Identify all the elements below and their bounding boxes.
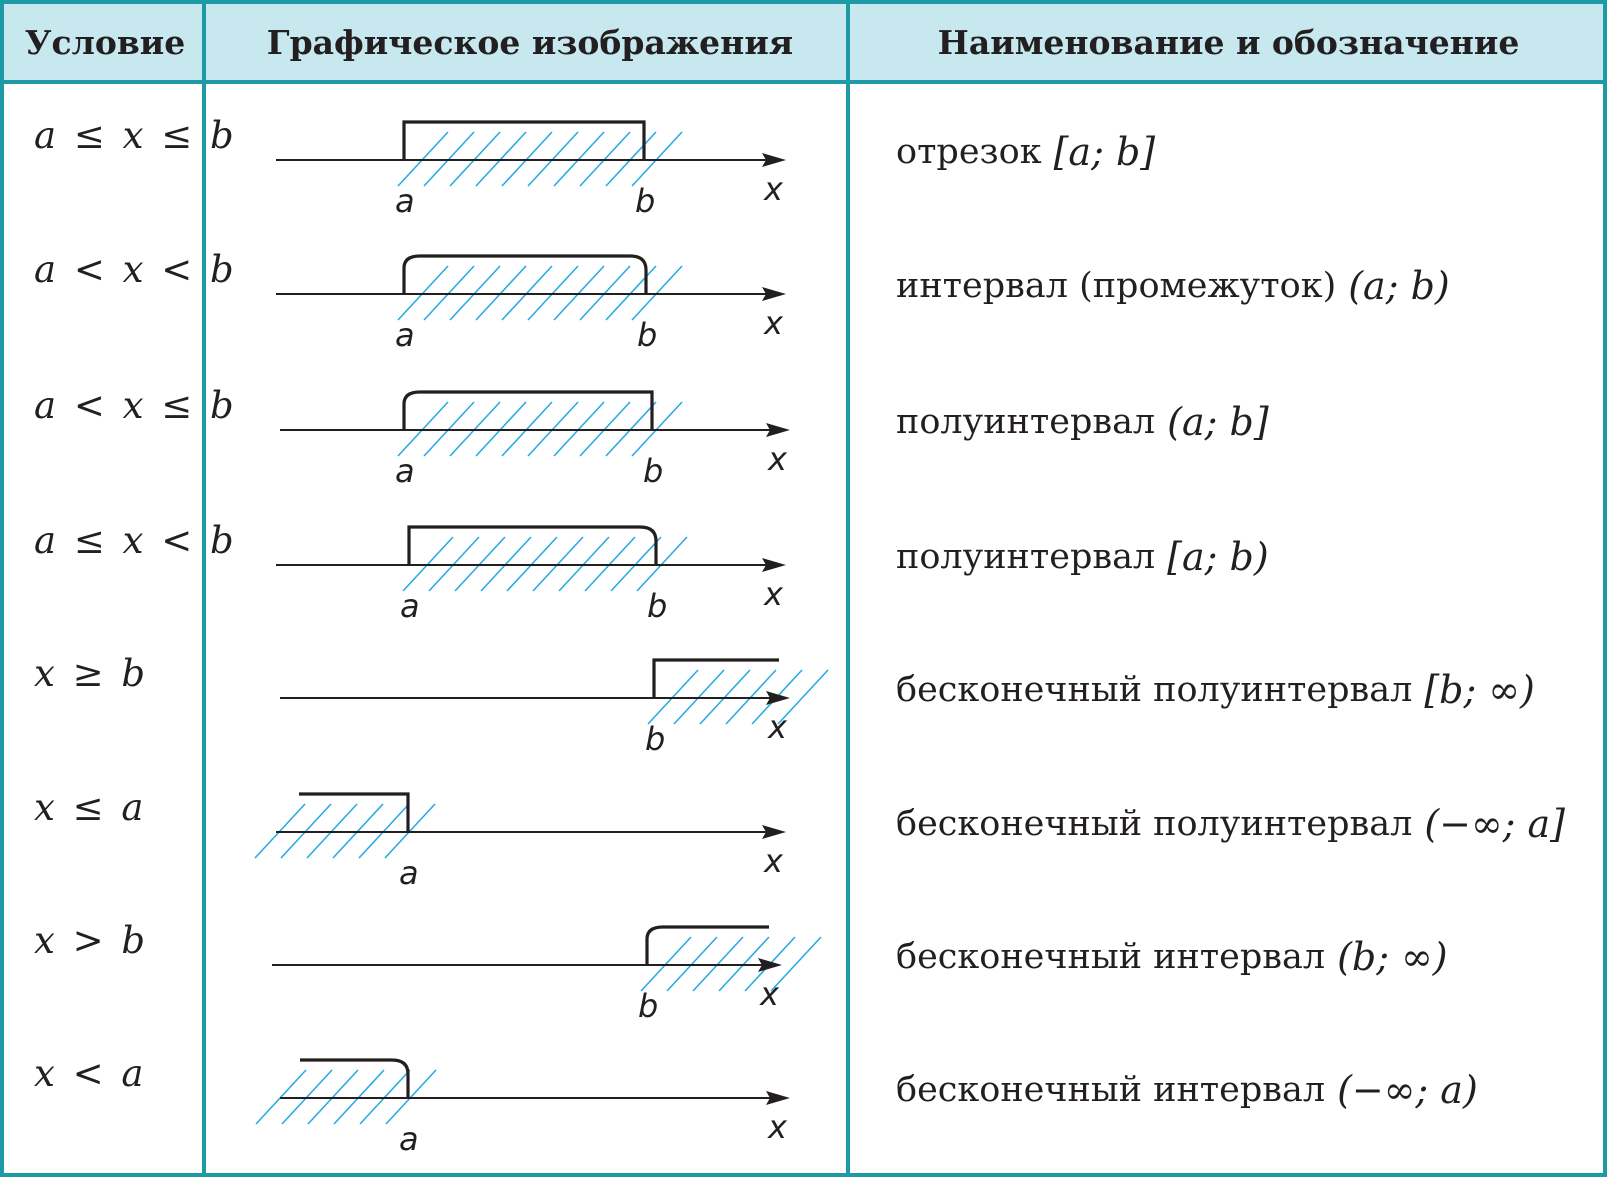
axis-label: x <box>768 1108 787 1146</box>
interval-bracket <box>300 1060 408 1098</box>
interval-name: полуинтервал <box>896 401 1156 442</box>
interval-graphic <box>234 84 874 219</box>
condition-cell: x ≥ b <box>34 652 149 695</box>
interval-graphic <box>234 889 874 1024</box>
number-line-svg <box>234 622 874 757</box>
interval-graphic <box>234 622 874 757</box>
axis-label: x <box>768 708 787 746</box>
interval-bracket <box>299 794 408 832</box>
number-line-svg <box>234 218 874 353</box>
interval-graphic <box>234 489 874 624</box>
table-row <box>4 889 1603 1024</box>
number-line-svg <box>234 354 874 489</box>
table-row <box>4 489 1603 624</box>
interval-name: бесконечный интервал <box>896 1069 1326 1110</box>
axis-label: x <box>764 575 783 613</box>
name-cell <box>896 622 1535 757</box>
interval-notation: [a; b] <box>1053 129 1156 174</box>
endpoint-label: b <box>638 987 659 1024</box>
table-row <box>4 84 1603 219</box>
axis-label: x <box>760 975 779 1013</box>
table-row <box>4 1022 1603 1157</box>
interval-notation: [b; ∞) <box>1424 667 1535 712</box>
endpoint-label: b <box>637 316 658 353</box>
interval-graphic <box>234 218 874 353</box>
endpoint-label: a <box>399 1120 419 1157</box>
name-cell <box>896 1022 1478 1157</box>
endpoint-label: a <box>395 182 415 219</box>
header-name: Наименование и обозначение <box>937 22 1520 62</box>
name-cell <box>896 354 1269 489</box>
interval-bracket <box>404 392 652 430</box>
endpoint-label: b <box>647 587 668 624</box>
table-row <box>4 218 1603 353</box>
interval-graphic <box>234 1022 874 1157</box>
interval-graphic <box>234 354 874 489</box>
interval-notation: (a; b) <box>1348 263 1450 308</box>
name-cell <box>896 489 1269 624</box>
interval-graphic <box>234 756 874 891</box>
table-header <box>4 4 1603 84</box>
interval-bracket <box>409 527 656 565</box>
condition-cell: a ≤ x < b <box>34 519 237 562</box>
name-cell <box>896 889 1448 1024</box>
interval-notation: (b; ∞) <box>1337 934 1448 979</box>
table-row <box>4 756 1603 891</box>
interval-notation: [a; b) <box>1167 534 1269 579</box>
axis-label: x <box>764 170 783 208</box>
condition-cell: a < x ≤ b <box>34 384 237 427</box>
endpoint-label: a <box>399 854 419 891</box>
condition-cell: a ≤ x ≤ b <box>34 114 237 157</box>
name-cell <box>896 84 1155 219</box>
endpoint-label: b <box>643 452 664 489</box>
name-cell <box>896 756 1565 891</box>
endpoint-label: a <box>395 452 415 489</box>
number-line-svg <box>234 489 874 624</box>
condition-cell: a < x < b <box>34 248 237 291</box>
interval-name: интервал (промежуток) <box>896 265 1337 306</box>
condition-cell: x ≤ a <box>34 786 147 829</box>
header-condition: Условие <box>24 22 186 62</box>
axis-label: x <box>768 440 787 478</box>
number-line-svg <box>234 889 874 1024</box>
table-row <box>4 354 1603 489</box>
interval-notation: (a; b] <box>1167 399 1269 444</box>
interval-name: отрезок <box>896 131 1042 172</box>
table-row <box>4 622 1603 757</box>
header-graphic: Графическое изображения <box>266 22 794 62</box>
name-cell <box>896 218 1450 353</box>
interval-name: бесконечный полуинтервал <box>896 803 1413 844</box>
condition-cell: x > b <box>34 919 149 962</box>
condition-cell: x < a <box>34 1052 147 1095</box>
endpoint-label: a <box>400 587 420 624</box>
interval-name: бесконечный интервал <box>896 936 1326 977</box>
endpoint-label: b <box>645 720 666 757</box>
interval-notation: (−∞; a] <box>1424 801 1566 846</box>
number-line-svg <box>234 1022 874 1157</box>
endpoint-label: a <box>395 316 415 353</box>
axis-label: x <box>764 842 783 880</box>
interval-name: полуинтервал <box>896 536 1156 577</box>
axis-label: x <box>764 304 783 342</box>
interval-name: бесконечный полуинтервал <box>896 669 1413 710</box>
number-line-svg <box>234 756 874 891</box>
number-line-svg <box>234 84 874 219</box>
endpoint-label: b <box>635 182 656 219</box>
interval-notation: (−∞; a) <box>1337 1067 1478 1112</box>
